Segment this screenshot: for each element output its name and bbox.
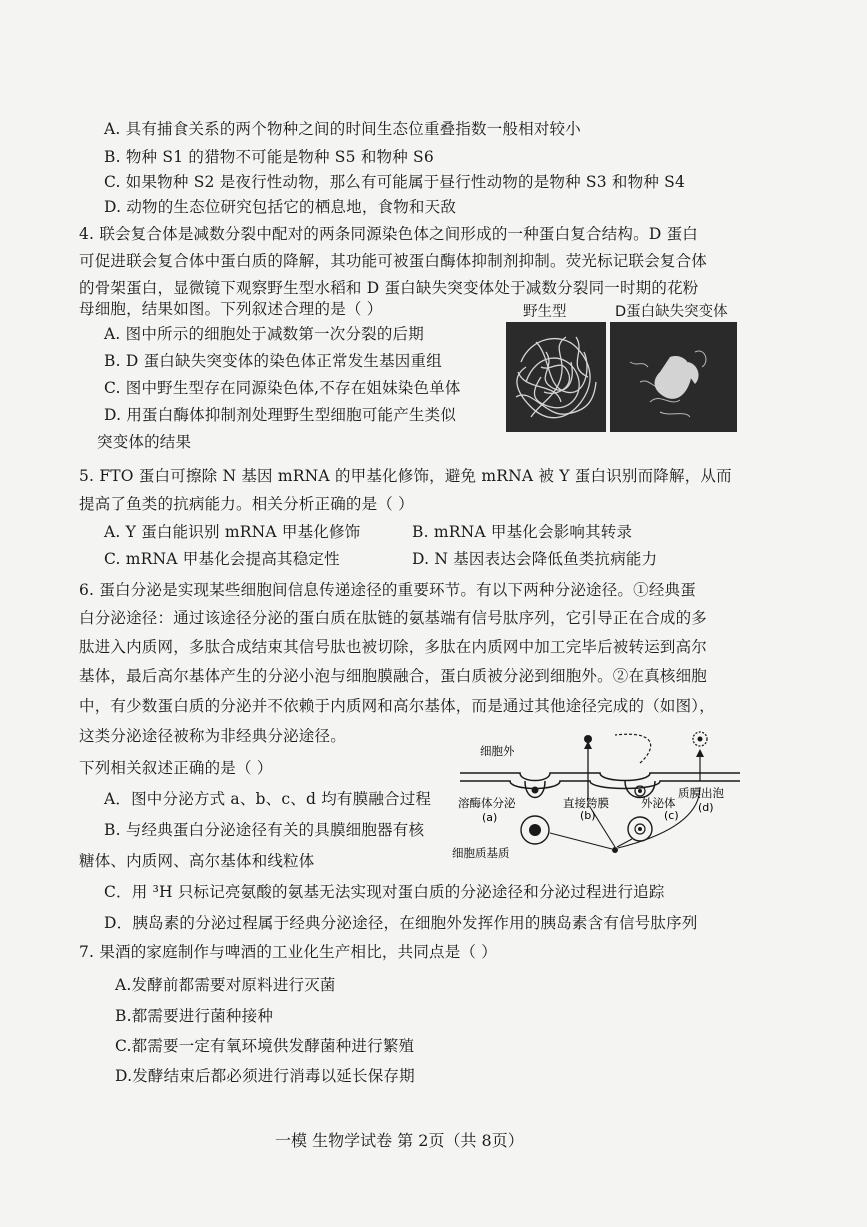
q7-option-b: B.都需要进行菌种接种	[115, 1007, 274, 1025]
label-b: (b)	[580, 809, 596, 822]
q4-stem-line3: 的骨架蛋白，显微镜下观察野生型水稻和 D 蛋白缺失突变体处于减数分裂同一时期的花粉	[79, 279, 699, 297]
q6-option-b-cont: 糖体、内质网、高尔基体和线粒体	[79, 852, 315, 870]
secretion-pathway-diagram	[450, 725, 740, 860]
q6-stem-line1: 6. 蛋白分泌是实现某些细胞间信息传递途径的重要环节。有以下两种分泌途径。①经典蛋	[79, 581, 696, 599]
mutant-chromosome-image	[610, 322, 737, 432]
label-cytoplasm: 细胞质基质	[452, 846, 510, 860]
q4-option-d: D. 用蛋白酶体抑制剂处理野生型细胞可能产生类似	[104, 406, 457, 424]
q4-stem-line4: 母细胞，结果如图。下列叙述合理的是（ ）	[79, 300, 383, 318]
q4-stem-line1: 4. 联会复合体是减数分裂中配对的两条同源染色体之间形成的一种蛋白复合结构。D 蛋白	[79, 225, 698, 243]
label-direct: 直接跨膜	[563, 796, 609, 810]
q6-stem-line5: 中，有少数蛋白质的分泌并不依赖于内质网和高尔基体，而是通过其他途径完成的（如图），	[79, 697, 715, 715]
label-bleb: 质膜出泡	[678, 786, 724, 800]
wild-type-micrograph	[506, 322, 606, 432]
lysosome-protein-dot	[532, 787, 539, 794]
cytoplasmic-protein-dot	[612, 847, 618, 853]
q3-option-b: B. 物种 S1 的猎物不可能是物种 S5 和物种 S6	[104, 148, 434, 166]
q4-option-c: C. 图中野生型存在同源染色体,不存在姐妹染色单体	[104, 379, 461, 397]
q6-option-d: D．胰岛素的分泌过程属于经典分泌途径，在细胞外发挥作用的胰岛素含有信号肽序列	[104, 914, 698, 932]
label-lysosome: 溶酶体分泌	[458, 796, 516, 810]
q6-stem-line2: 白分泌途径：通过该途径分泌的蛋白质在肽链的氨基端有信号肽序列，它引导正在合成的多	[79, 609, 708, 627]
q6-question: 下列相关叙述正确的是（ ）	[79, 759, 273, 777]
wild-type-label: 野生型	[523, 304, 567, 320]
q4-option-d-cont: 突变体的结果	[97, 433, 192, 451]
q5-option-a: A. Y 蛋白能识别 mRNA 甲基化修饰	[104, 523, 361, 541]
page-footer: 一模 生物学试卷 第 2页（共 8页）	[275, 1131, 524, 1150]
q5-option-c: C. mRNA 甲基化会提高其稳定性	[104, 550, 340, 568]
q5-stem-line2: 提高了鱼类的抗病能力。相关分析正确的是（ ）	[79, 495, 414, 513]
wild-type-chromosome-image	[506, 322, 606, 432]
q4-option-a: A. 图中所示的细胞处于减数第一次分裂的后期	[104, 325, 424, 343]
label-a: (a)	[482, 811, 498, 824]
mutant-label: D蛋白缺失突变体	[615, 304, 728, 320]
q7-option-d: D.发酵结束后都必须进行消毒以延长保存期	[115, 1067, 415, 1085]
q6-stem-line6: 这类分泌途径被称为非经典分泌途径。	[79, 727, 346, 745]
q5-option-b: B. mRNA 甲基化会影响其转录	[412, 523, 633, 541]
q5-stem-line1: 5. FTO 蛋白可擦除 N 基因 mRNA 的甲基化修饰，避免 mRNA 被 Y 蛋白识别而降解，从而	[79, 467, 732, 485]
direct-protein-dot	[584, 735, 592, 743]
label-exosome: 外泌体	[641, 796, 676, 810]
label-c: (c)	[664, 809, 679, 822]
q3-option-d: D. 动物的生态位研究包括它的栖息地，食物和天敌	[104, 198, 457, 216]
q6-option-b: B. 与经典蛋白分泌途径有关的具膜细胞器有核	[104, 821, 425, 839]
label-d: (d)	[698, 801, 714, 814]
q7-option-c: C.都需要一定有氧环境供发酵菌种进行繁殖	[115, 1037, 415, 1055]
q3-option-c: C. 如果物种 S2 是夜行性动物，那么有可能属于昼行性动物的是物种 S3 和物种 S4	[104, 173, 686, 191]
label-extracellular: 细胞外	[480, 744, 515, 758]
q5-option-d: D. N 基因表达会降低鱼类抗病能力	[412, 550, 658, 568]
q6-stem-line3: 肽进入内质网，多肽合成结束其信号肽也被切除，多肽在内质网中加工完毕后被转运到高尔	[79, 638, 708, 656]
q6-stem-line4: 基体，最后高尔基体产生的分泌小泡与细胞膜融合，蛋白质被分泌到细胞外。②在真核细胞	[79, 667, 708, 685]
q7-option-a: A.发酵前都需要对原料进行灭菌	[115, 976, 336, 994]
mutant-micrograph	[610, 322, 737, 432]
q7-stem: 7. 果酒的家庭制作与啤酒的工业化生产相比，共同点是（ ）	[79, 943, 497, 961]
q6-option-c: C．用 ³H 只标记亮氨酸的氨基无法实现对蛋白质的分泌途径和分泌过程进行追踪	[104, 883, 665, 901]
q6-option-a: A．图中分泌方式 a、b、c、d 均有膜融合过程	[104, 790, 432, 808]
q3-option-a: A. 具有捕食关系的两个物种之间的时间生态位重叠指数一般相对较小	[104, 120, 581, 138]
q4-stem-line2: 可促进联会复合体中蛋白质的降解，其功能可被蛋白酶体抑制剂抑制。荧光标记联会复合体	[79, 252, 708, 270]
q4-option-b: B. D 蛋白缺失突变体的染色体正常发生基因重组	[104, 352, 442, 370]
